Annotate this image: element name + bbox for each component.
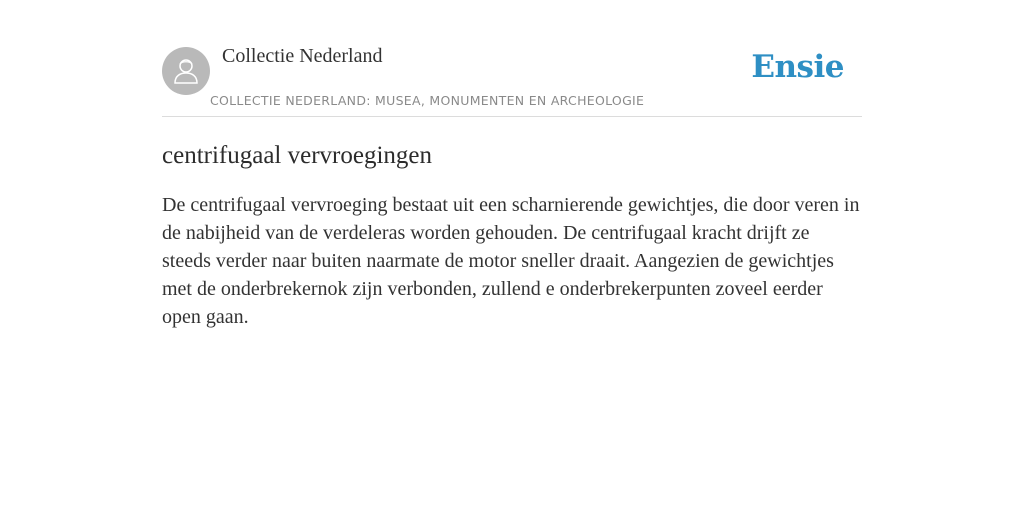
site-logo[interactable]: Ensie: [751, 49, 844, 85]
page-container: [162, 0, 862, 331]
source-subtitle[interactable]: COLLECTIE NEDERLAND: MUSEA, MONUMENTEN EN ARCHEOLOGIE: [210, 93, 645, 108]
entry-body: De centrifugaal vervroeging bestaat uit een scharnierende gewichtjes, die door veren in de nabijheid van de verdeleras worden gehouden. De centrifugaal kracht drijft ze steeds verder naar buiten naarmate de motor sneller draait. Aangezien de gewichtjes met de onderbrekernok zijn verbonden, zullend e onderbrekerpunten zoveel eerder open gaan.: [162, 194, 860, 328]
user-icon: [171, 56, 201, 86]
author-name[interactable]: Collectie Nederland: [222, 45, 383, 67]
avatar[interactable]: [162, 47, 210, 95]
entry-title: centrifugaal vervroegingen: [162, 142, 433, 169]
entry-header: [162, 0, 862, 117]
